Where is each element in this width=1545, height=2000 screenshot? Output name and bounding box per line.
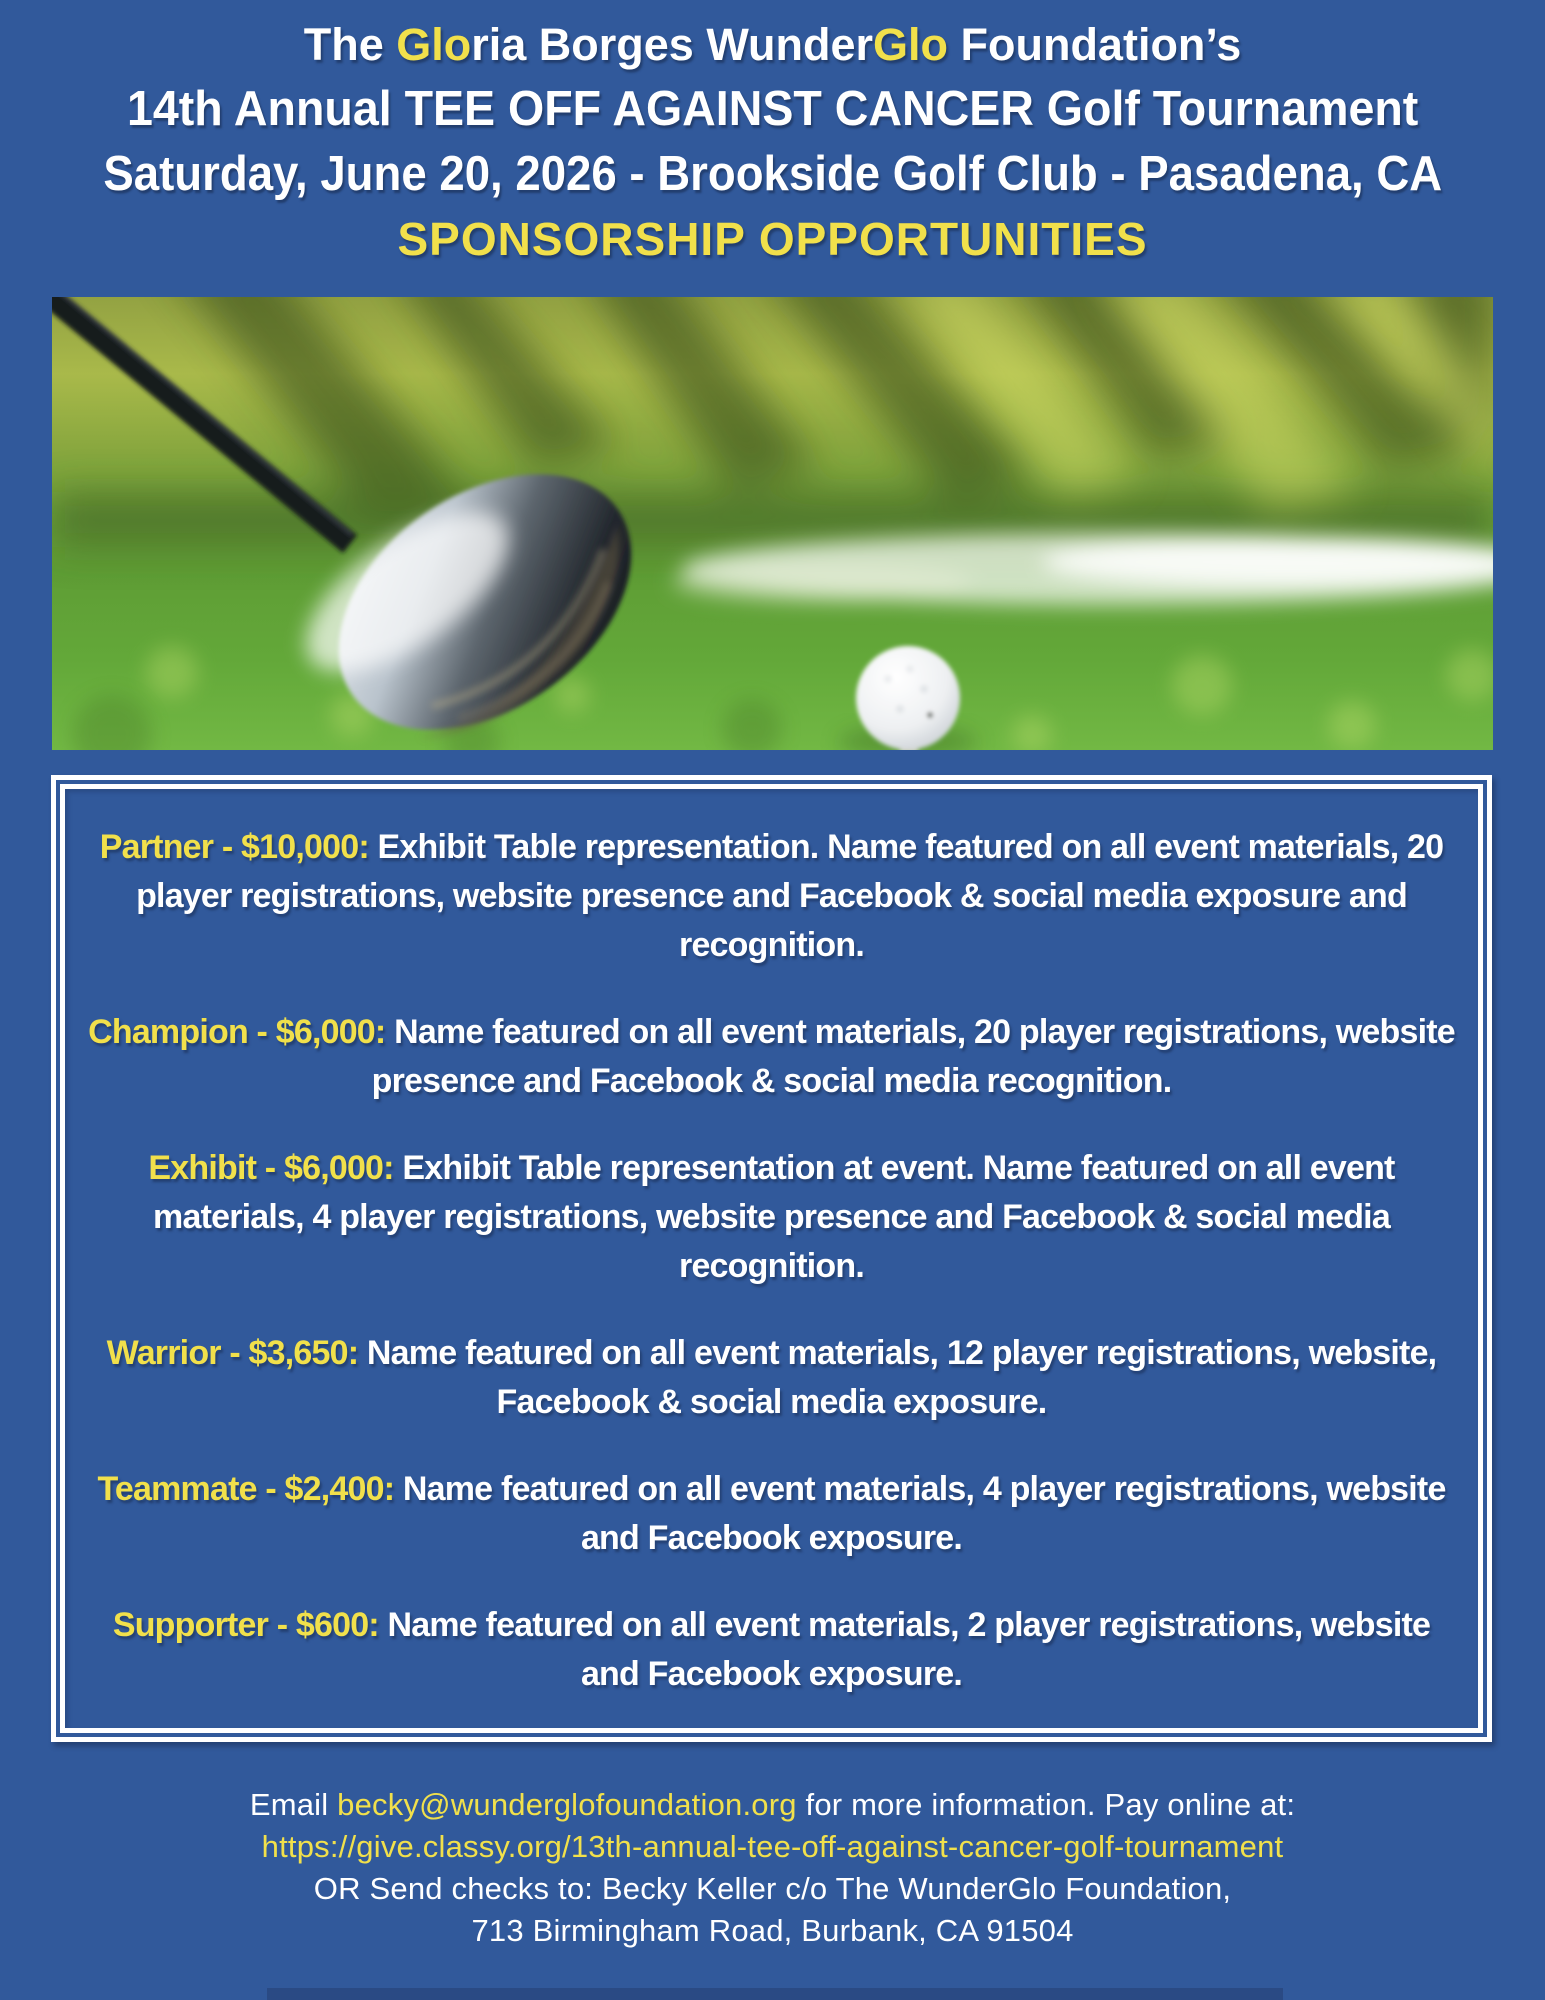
tier-supporter	[81, 1601, 1462, 1699]
tier-partner-desc: Exhibit Table representation. Name featured on all event materials, 20 player registrations, website presence and Facebook & social media exposure and recognition.	[136, 828, 1444, 964]
checks-line: OR Send checks to: Becky Keller c/o The WunderGlo Foundation,	[313, 1871, 1232, 1906]
sponsorship-tiers-inner	[60, 784, 1483, 1733]
tier-champion-desc: Name featured on all event materials, 20 player registrations, website presence and Facebook & social media recognition.	[371, 1013, 1455, 1100]
date-location-text: Saturday, June 20, 2026 - Brookside Golf Club - Pasadena, CA	[103, 147, 1442, 201]
email-suffix-text: for more information. Pay online at:	[796, 1787, 1296, 1822]
title-part-suffix: Foundation’s	[947, 19, 1242, 70]
tier-champion-label: Champion - $6,000:	[88, 1013, 386, 1051]
tier-partner	[81, 823, 1462, 970]
golf-photo	[52, 297, 1493, 750]
tier-teammate	[81, 1465, 1462, 1563]
foundation-title	[0, 13, 1545, 77]
bottom-bar	[267, 1988, 1283, 2000]
tier-warrior-desc: Name featured on all event materials, 12 player registrations, website, Facebook & social media exposure.	[366, 1334, 1437, 1421]
title-part-prefix: The	[303, 19, 397, 70]
tier-exhibit	[81, 1144, 1462, 1291]
payment-url-link[interactable]: https://give.classy.org/13th-annual-tee-off-against-cancer-golf-tournament	[261, 1829, 1284, 1864]
title-part-mid: ria Borges Wunder	[471, 19, 873, 70]
tier-partner-label: Partner - $10,000:	[99, 828, 369, 866]
tier-exhibit-desc: Exhibit Table representation at event. Name featured on all event materials, 4 player registrations, website presence and Facebook & social media recognition.	[153, 1149, 1395, 1285]
tier-exhibit-label: Exhibit - $6,000:	[148, 1149, 394, 1187]
golf-photo-graphic	[52, 297, 1493, 750]
address-line: 713 Birmingham Road, Burbank, CA 91504	[471, 1913, 1074, 1948]
tier-warrior	[81, 1329, 1462, 1427]
date-location-line	[0, 142, 1545, 207]
email-prefix-text: Email	[249, 1787, 338, 1822]
golf-ball	[856, 646, 960, 750]
tier-supporter-desc: Name featured on all event materials, 2 player registrations, website and Facebook exposure.	[387, 1606, 1431, 1693]
email-link[interactable]: becky@wunderglofoundation.org	[337, 1787, 797, 1822]
sponsorship-heading	[0, 207, 1545, 271]
flyer-footer	[0, 1784, 1545, 1952]
flyer-header	[0, 0, 1545, 271]
contact-line	[0, 1784, 1545, 1826]
sponsorship-heading-text: SPONSORSHIP OPPORTUNITIES	[397, 213, 1148, 265]
title-glo-highlight-2: Glo	[872, 19, 948, 70]
foundation-title-text	[304, 13, 1242, 77]
tier-teammate-desc: Name featured on all event materials, 4 player registrations, website and Facebook exposure.	[402, 1470, 1446, 1557]
event-title-text: 14th Annual TEE OFF AGAINST CANCER Golf Tournament	[126, 82, 1419, 136]
tier-champion	[81, 1008, 1462, 1106]
title-glo-highlight-1: Glo	[396, 19, 472, 70]
tier-teammate-label: Teammate - $2,400:	[97, 1470, 395, 1508]
tier-supporter-label: Supporter - $600:	[112, 1606, 379, 1644]
event-title	[0, 77, 1545, 142]
sponsorship-tiers-box	[51, 775, 1492, 1742]
tier-warrior-label: Warrior - $3,650:	[106, 1334, 359, 1372]
payment-url-line	[0, 1826, 1545, 1868]
